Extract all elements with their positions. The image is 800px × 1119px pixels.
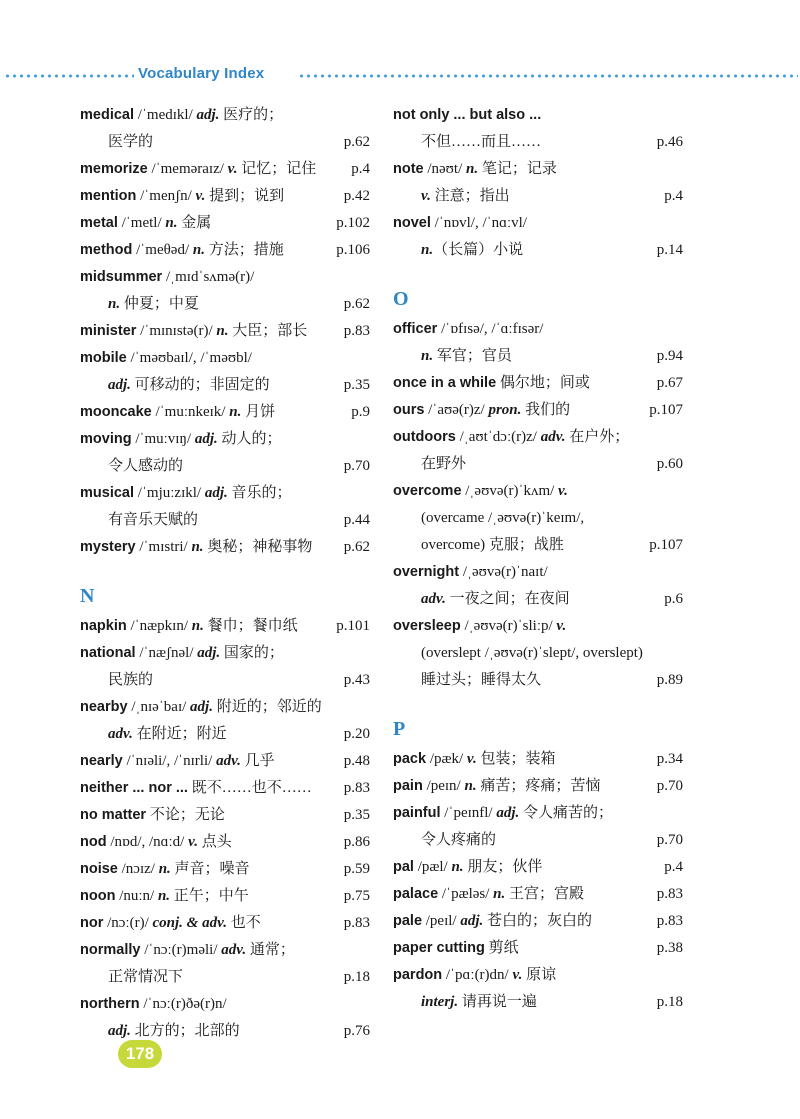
header-dot-rule-right (298, 74, 798, 78)
page-reference: p.86 (343, 834, 370, 850)
definition: 正常情况下 (108, 969, 184, 985)
page-reference: p.70 (656, 832, 683, 848)
part-of-speech: interj. (421, 994, 459, 1010)
index-entry-continuation (80, 1018, 370, 1045)
page-reference: p.83 (343, 323, 370, 339)
phonetic: /ˈpeɪnfl/ (440, 805, 497, 821)
index-entry (393, 773, 683, 800)
phonetic: /nɔː(r)/ (103, 915, 153, 931)
headword: note (393, 161, 424, 177)
headword: mobile (80, 350, 127, 366)
definition: 仲夏；中夏 (120, 296, 199, 312)
index-entry-continuation (393, 451, 683, 478)
definition: 王宫；宫殿 (505, 886, 585, 902)
definition: 一夜之间；在夜间 (445, 591, 570, 607)
page-reference: p.83 (343, 780, 370, 796)
index-entry-continuation (80, 453, 370, 480)
part-of-speech: n. (191, 539, 204, 555)
definition: 睡过头；睡得太久 (421, 672, 542, 688)
page-reference: p.4 (664, 859, 683, 875)
definition: 既不……也不…… (187, 780, 312, 796)
index-entry (80, 640, 370, 667)
definition: 餐巾；餐巾纸 (203, 618, 298, 634)
part-of-speech: n. (466, 161, 479, 177)
phonetic: /ˈnæʃnəl/ (135, 645, 198, 661)
page-reference: p.83 (343, 915, 370, 931)
definition: 动人的； (217, 431, 282, 447)
page-reference: p.83 (656, 913, 683, 929)
definition: 国家的； (220, 645, 284, 661)
page-reference: p.34 (656, 751, 683, 767)
index-entry (80, 183, 370, 210)
part-of-speech: v. (195, 188, 206, 204)
page-reference: p.62 (343, 134, 370, 150)
index-entry (80, 991, 370, 1018)
definition: 在户外； (565, 429, 630, 445)
index-entry (393, 800, 683, 827)
page-reference: p.9 (351, 404, 370, 420)
index-entry (80, 883, 370, 910)
index-entry (393, 935, 683, 962)
section-letter: N (80, 585, 95, 607)
part-of-speech: v. (556, 618, 567, 634)
part-of-speech: n. (493, 886, 506, 902)
page-reference: p.60 (656, 456, 683, 472)
part-of-speech: conj. & adv. (152, 915, 227, 931)
part-of-speech: n. (192, 242, 205, 258)
part-of-speech: v. (188, 834, 198, 850)
index-entry (80, 694, 370, 721)
phonetic: /ˈaʊə(r)z/ (424, 402, 489, 418)
part-of-speech: v. (421, 188, 431, 204)
index-entry (80, 345, 370, 372)
part-of-speech: adv. (216, 753, 241, 769)
page-reference: p.83 (656, 886, 683, 902)
part-of-speech: pron. (488, 402, 522, 418)
part-of-speech: adj. (108, 377, 131, 393)
page-reference: p.46 (656, 134, 683, 150)
index-entry (393, 613, 683, 640)
index-column-right (393, 102, 683, 1016)
page-header (0, 64, 800, 88)
page-reference: p.14 (656, 242, 683, 258)
part-of-speech: n. (216, 323, 229, 339)
part-of-speech: v. (227, 161, 238, 177)
phonetic: /peɪn/ (422, 778, 465, 794)
definition: （长篇）小说 (433, 242, 524, 258)
page-reference: p.62 (343, 539, 370, 555)
page-reference: p.4 (351, 161, 370, 177)
page-reference: p.48 (343, 753, 370, 769)
index-entry-continuation (393, 532, 683, 559)
phonetic: /nɔɪz/ (117, 861, 159, 877)
headword: northern (80, 996, 140, 1012)
phonetic: /ˈmedɪkl/ (134, 107, 197, 123)
definition: 提到；说到 (205, 188, 285, 204)
page-reference: p.75 (343, 888, 370, 904)
headword: medical (80, 107, 134, 123)
headword: mention (80, 188, 137, 204)
headword: pain (393, 778, 423, 794)
index-entry (393, 881, 683, 908)
section-letter: P (393, 718, 406, 740)
headword: nearly (80, 753, 123, 769)
phonetic: /ˈməʊbaɪl/, /ˈməʊbl/ (126, 350, 252, 366)
index-entry (80, 534, 370, 561)
definition: 令人痛苦的； (519, 805, 614, 821)
part-of-speech: n. (421, 348, 434, 364)
page-reference: p.6 (664, 591, 683, 607)
index-entry (393, 746, 683, 773)
definition: 我们的 (521, 402, 571, 418)
header-dot-rule-left (4, 74, 134, 78)
headword: no matter (80, 807, 147, 823)
phonetic: /ˈmuːnkeɪk/ (151, 404, 230, 420)
definition: 北方的；北部的 (130, 1023, 240, 1039)
phonetic: /nɒd/, /nɑːd/ (106, 834, 189, 850)
index-entry (80, 937, 370, 964)
index-entry-continuation (80, 372, 370, 399)
definition: 正午；中午 (170, 888, 249, 904)
headword: pal (393, 859, 414, 875)
headword: palace (393, 886, 439, 902)
headword: musical (80, 485, 134, 501)
phonetic: /ˈnɪəli/, /ˈnɪrli/ (122, 753, 217, 769)
page-reference: p.101 (336, 618, 370, 634)
page-number-badge: 178 (118, 1040, 162, 1068)
phonetic: /ˌaʊtˈdɔː(r)z/ (455, 429, 541, 445)
phonetic: /ˈmjuːzɪkl/ (134, 485, 205, 501)
headword: ours (393, 402, 425, 418)
phonetic: /ˈnɒvl/, /ˈnɑːvl/ (430, 215, 527, 231)
definition: 在附近；附近 (132, 726, 227, 742)
headword: nearby (80, 699, 128, 715)
phonetic: /pæk/ (426, 751, 467, 767)
headword: memorize (80, 161, 148, 177)
definition: 通常； (246, 942, 295, 958)
definition: 不但……而且…… (421, 134, 542, 150)
phonetic: /ˈpɑː(r)dn/ (442, 967, 513, 983)
phonetic: /ˈmenʃn/ (136, 188, 196, 204)
definition: 偶尔地；间或 (496, 375, 590, 391)
part-of-speech: adj. (460, 913, 484, 929)
index-entry-continuation (80, 129, 370, 156)
definition: overcome) 克服；战胜 (421, 537, 564, 553)
index-entry (393, 156, 683, 183)
index-entry (80, 613, 370, 640)
headword: novel (393, 215, 431, 231)
index-entry-continuation (393, 237, 683, 264)
definition: 医疗的； (219, 107, 284, 123)
phonetic: /ˈnæpkɪn/ (126, 618, 192, 634)
index-entry (393, 559, 683, 586)
index-entry-continuation (393, 827, 683, 854)
phonetic: /ˈmɪstri/ (135, 539, 192, 555)
headword: method (80, 242, 133, 258)
headword: overnight (393, 564, 460, 580)
phonetic: /pæl/ (413, 859, 452, 875)
phonetic: /ˈmuːvɪŋ/ (131, 431, 195, 447)
index-entry-continuation (393, 343, 683, 370)
index-entry (80, 910, 370, 937)
index-entry-continuation (393, 505, 683, 532)
definition: 朋友；伙伴 (463, 859, 543, 875)
index-entry (80, 775, 370, 802)
index-entry-continuation (393, 667, 683, 694)
headword: neither ... nor ... (80, 780, 188, 796)
definition: 原谅 (522, 967, 557, 983)
index-entry (80, 856, 370, 883)
headword: nod (80, 834, 107, 850)
page-reference: p.107 (649, 402, 683, 418)
definition: 包装；装箱 (476, 751, 556, 767)
part-of-speech: adj. (194, 431, 218, 447)
page-reference: p.94 (656, 348, 683, 364)
headword: painful (393, 805, 441, 821)
phonetic: /nəʊt/ (423, 161, 467, 177)
index-entry-continuation (80, 667, 370, 694)
page-reference: p.42 (343, 188, 370, 204)
page-reference: p.38 (656, 940, 683, 956)
part-of-speech: adj. (108, 1023, 131, 1039)
index-entry (393, 397, 683, 424)
definition: 几乎 (240, 753, 275, 769)
index-entry-continuation (80, 721, 370, 748)
headword: noon (80, 888, 116, 904)
index-entry-continuation (80, 507, 370, 534)
page-reference: p.102 (336, 215, 370, 231)
definition: 声音；噪音 (170, 861, 250, 877)
headword: pardon (393, 967, 443, 983)
definition: 方法；措施 (204, 242, 284, 258)
page-reference: p.106 (336, 242, 370, 258)
page-reference: p.59 (343, 861, 370, 877)
phonetic: /ˈmɪnɪstə(r)/ (136, 323, 217, 339)
definition: 痛苦；疼痛；苦恼 (476, 778, 601, 794)
index-entry (80, 102, 370, 129)
headword: moving (80, 431, 132, 447)
definition: 注意；指出 (430, 188, 510, 204)
page-reference: p.20 (343, 726, 370, 742)
definition: 月饼 (241, 404, 276, 420)
index-entry (80, 399, 370, 426)
phonetic: /ˌmɪdˈsʌmə(r)/ (162, 269, 255, 285)
index-entry (393, 424, 683, 451)
index-entry (393, 962, 683, 989)
headword: once in a while (393, 375, 497, 391)
page-reference: p.44 (343, 512, 370, 528)
part-of-speech: n. (229, 404, 242, 420)
definition: 记忆；记住 (237, 161, 317, 177)
definition: 也不 (226, 915, 261, 931)
phonetic: /ˌəʊvə(r)ˈnaɪt/ (459, 564, 548, 580)
headword: oversleep (393, 618, 461, 634)
index-entry (393, 854, 683, 881)
phonetic: /ˌəʊvə(r)ˈsliːp/ (460, 618, 557, 634)
index-entry (80, 210, 370, 237)
index-entry (80, 237, 370, 264)
page-reference: p.70 (343, 458, 370, 474)
definition: 令人感动的 (108, 458, 184, 474)
page-reference: p.70 (656, 778, 683, 794)
definition: 有音乐天赋的 (108, 512, 199, 528)
part-of-speech: n. (421, 242, 434, 258)
index-entry-continuation (80, 291, 370, 318)
index-entry (393, 102, 683, 129)
part-of-speech: n. (158, 861, 171, 877)
page-reference: p.18 (656, 994, 683, 1010)
phonetic: /ˈmetl/ (117, 215, 166, 231)
index-entry-continuation (393, 640, 683, 667)
part-of-speech: adv. (540, 429, 566, 445)
index-entry (80, 264, 370, 291)
part-of-speech: adv. (221, 942, 247, 958)
definition: 令人疼痛的 (421, 832, 497, 848)
definition: 不论；无论 (146, 807, 225, 823)
part-of-speech: n. (108, 296, 121, 312)
index-entry (80, 426, 370, 453)
headword: noise (80, 861, 118, 877)
headword: normally (80, 942, 141, 958)
part-of-speech: adj. (190, 699, 213, 715)
headword: overcome (393, 483, 462, 499)
headword: nor (80, 915, 104, 931)
part-of-speech: n. (464, 778, 477, 794)
part-of-speech: adj. (496, 805, 520, 821)
page-reference: p.76 (343, 1023, 370, 1039)
headword: officer (393, 321, 438, 337)
phonetic: /ˈpæləs/ (438, 886, 494, 902)
page-reference: p.18 (343, 969, 370, 985)
phonetic: /ˌəʊvə(r)ˈkʌm/ (461, 483, 559, 499)
definition: (overcame /ˌəʊvə(r)ˈkeɪm/, (421, 510, 585, 526)
headword: midsummer (80, 269, 163, 285)
phonetic: /ˈmeθəd/ (132, 242, 193, 258)
phonetic: /ˈɒfɪsə/, /ˈɑːfɪsər/ (437, 321, 544, 337)
page-reference: p.89 (656, 672, 683, 688)
definition: 民族的 (108, 672, 154, 688)
index-entry-continuation (393, 183, 683, 210)
definition: 点头 (197, 834, 232, 850)
part-of-speech: n. (191, 618, 204, 634)
page-title: Vocabulary Index (138, 65, 265, 82)
definition: 苍白的；灰白的 (483, 913, 593, 929)
definition: 医学的 (108, 134, 154, 150)
part-of-speech: adj. (204, 485, 228, 501)
definition: 军官；官员 (433, 348, 512, 364)
part-of-speech: adj. (197, 645, 221, 661)
definition: 音乐的； (227, 485, 292, 501)
part-of-speech: n. (157, 888, 171, 904)
definition: 奥秘；神秘事物 (203, 539, 313, 555)
page-reference: p.67 (656, 375, 683, 391)
definition: 大臣；部长 (228, 323, 308, 339)
phonetic: /ˌnɪəˈbaɪ/ (127, 699, 191, 715)
headword: not only ... but also ... (393, 107, 542, 123)
headword: outdoors (393, 429, 456, 445)
definition: 剪纸 (484, 940, 519, 956)
index-entry (80, 318, 370, 345)
section-letter: O (393, 288, 409, 310)
phonetic: /ˈnɔː(r)məli/ (140, 942, 222, 958)
index-entry (393, 370, 683, 397)
phonetic: /ˈmeməraɪz/ (147, 161, 228, 177)
definition: 附近的；邻近的 (212, 699, 322, 715)
part-of-speech: v. (466, 751, 477, 767)
part-of-speech: adv. (108, 726, 133, 742)
index-entry (80, 802, 370, 829)
definition: (overslept /ˌəʊvə(r)ˈslept/, overslept) (421, 645, 643, 661)
index-entry (80, 748, 370, 775)
index-entry-continuation (393, 129, 683, 156)
headword: mooncake (80, 404, 152, 420)
headword: metal (80, 215, 118, 231)
index-entry-continuation (80, 964, 370, 991)
index-entry (80, 156, 370, 183)
definition: 金属 (177, 215, 212, 231)
index-entry-continuation (393, 586, 683, 613)
part-of-speech: adj. (196, 107, 220, 123)
page-reference: p.62 (343, 296, 370, 312)
headword: paper cutting (393, 940, 485, 956)
phonetic: /ˈnɔː(r)ðə(r)n/ (139, 996, 227, 1012)
index-entry (393, 210, 683, 237)
page-reference: p.4 (664, 188, 683, 204)
index-entry (393, 908, 683, 935)
index-entry (393, 316, 683, 343)
page-reference: p.35 (343, 807, 370, 823)
part-of-speech: n. (451, 859, 464, 875)
definition: 笔记；记录 (478, 161, 557, 177)
headword: mystery (80, 539, 136, 555)
definition: 在野外 (421, 456, 467, 472)
headword: napkin (80, 618, 127, 634)
phonetic: /nuːn/ (115, 888, 158, 904)
headword: minister (80, 323, 137, 339)
headword: national (80, 645, 136, 661)
page-reference: p.43 (343, 672, 370, 688)
index-entry (80, 480, 370, 507)
part-of-speech: adv. (421, 591, 446, 607)
phonetic: /peɪl/ (422, 913, 461, 929)
headword: pack (393, 751, 427, 767)
definition: 请再说一遍 (458, 994, 537, 1010)
headword: pale (393, 913, 423, 929)
index-column-left (80, 102, 370, 1045)
index-entry-continuation (393, 989, 683, 1016)
part-of-speech: v. (512, 967, 523, 983)
index-entry (80, 829, 370, 856)
part-of-speech: v. (558, 483, 568, 499)
part-of-speech: n. (165, 215, 178, 231)
index-entry (393, 478, 683, 505)
page-reference: p.35 (343, 377, 370, 393)
definition: 可移动的；非固定的 (130, 377, 270, 393)
page-reference: p.107 (649, 537, 683, 553)
